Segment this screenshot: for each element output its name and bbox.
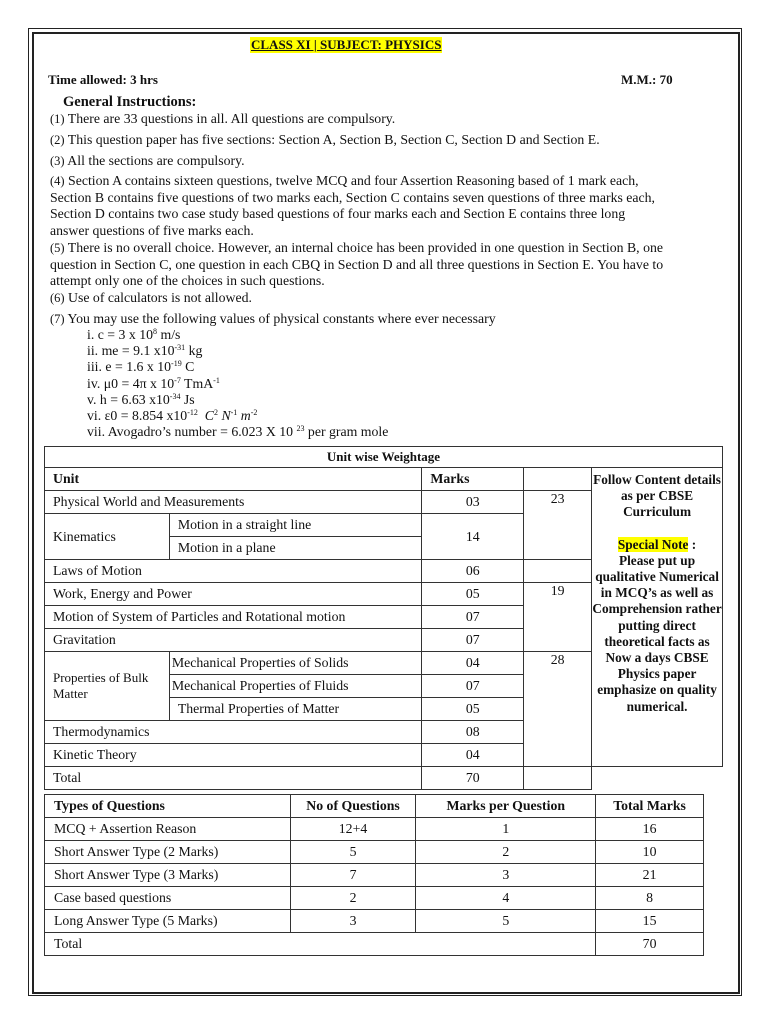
- instruction-item: (1) There are 33 questions in all. All questions are compulsory.: [50, 111, 396, 126]
- instruction-item: (3) All the sections are compulsory.: [50, 153, 245, 168]
- table-row: Mechanical Properties of Fluids 07: [45, 675, 723, 698]
- table-row: Short Answer Type (3 Marks) 7 3 21: [45, 864, 704, 887]
- table-row: Gravitation 07: [45, 629, 723, 652]
- max-marks: M.M.: 70: [621, 72, 673, 87]
- constant-item: iv. μ0 = 4π x $10^{-7}$ TmA$^{-1}$: [87, 375, 220, 391]
- table-row: Long Answer Type (5 Marks) 3 5 15: [45, 910, 704, 933]
- table-header-row: Types of Questions No of Questions Marks per Question Total Marks: [45, 795, 704, 818]
- table-row: Work, Energy and Power 05 19: [45, 583, 723, 606]
- instruction-item: (6) Use of calculators is not allowed.: [50, 290, 252, 305]
- paper-title: CLASS XI | SUBJECT: PHYSICS: [251, 37, 442, 52]
- instruction-item: (2) This question paper has five sections: Section A, Section B, Section C, Section D and Section E.: [50, 132, 600, 147]
- constant-item: vii. Avogadro’s number = 6.023 X 10 $^{23}$ per gram mole: [87, 424, 389, 440]
- table-row: Short Answer Type (2 Marks) 5 2 10: [45, 841, 704, 864]
- content-note: Follow Content details as per CBSE Curriculum Special Note : Please put up qualitative Numerical in MCQ’s as well as Comprehension rather putting direct theoretical facts as Now a days CBSE Physics paper emphasize on quality numerical.: [592, 468, 723, 767]
- physical-constants-list: [87, 327, 388, 440]
- table-row: Kinetic Theory 04: [45, 744, 723, 767]
- table-row: Thermodynamics 08: [45, 721, 723, 744]
- instruction-item: (4) Section A contains sixteen questions, twelve MCQ and four Assertion Reasoning based of 1 mark each, Section B contains five questions of two marks each, Section C contains seven questions of three marks each, Section D contains two case study based questions of four marks each and Section E contains three long answer questions of five marks each.: [50, 173, 656, 238]
- table-row: MCQ + Assertion Reason 12+4 1 16: [45, 818, 704, 841]
- table-row: Case based questions 2 4 8: [45, 887, 704, 910]
- table-row: Motion of System of Particles and Rotational motion 07: [45, 606, 723, 629]
- table-row: Thermal Properties of Matter 05: [45, 698, 723, 721]
- time-allowed: Time allowed: 3 hrs: [48, 72, 158, 87]
- instruction-item: (5) There is no overall choice. However, an internal choice has been provided in one question in Section B, one question in Section C, one question in each CBQ in Section D and all three questions in Section E. You have to attempt only one of the choices in such questions.: [50, 240, 664, 288]
- table-row: Laws of Motion 06: [45, 560, 723, 583]
- total-row: Total 70: [45, 933, 704, 956]
- total-row: Total 70: [45, 767, 723, 790]
- constant-item: ii. me = 9.1 $x10^{-31}$ kg: [87, 343, 203, 359]
- marks-column-header: Marks: [422, 468, 524, 491]
- unit-weightage-table: [44, 446, 723, 790]
- unit-weightage-title: Unit wise Weightage: [45, 447, 723, 468]
- group-total: 19: [524, 583, 592, 652]
- constant-item: i. c = 3 x $10^8$ m/s: [87, 327, 181, 342]
- group-total: 23: [524, 491, 592, 560]
- instruction-item: (7) You may use the following values of physical constants where ever necessary: [50, 311, 496, 326]
- table-row: Properties of Bulk Matter Mechanical Properties of Solids 04 28: [45, 652, 723, 675]
- question-types-table: [44, 794, 704, 956]
- table-row: Physical World and Measurements 03 23: [45, 491, 723, 514]
- special-note-label: Special Note: [617, 536, 689, 552]
- constant-item: v. h = 6.63 $x10^{-34}$ Js: [87, 391, 195, 407]
- constant-item: iii. e = 1.6 x $10^{-19}$ C: [87, 359, 195, 375]
- instructions-heading: General Instructions:: [63, 94, 197, 110]
- unit-column-header: Unit: [45, 468, 422, 491]
- group-total: 28: [524, 652, 592, 767]
- constant-item: vi. ε0 = 8.854 $x10^{-12}$ $C^2$ $N^{-1}$ $m^{-2}$: [87, 408, 258, 424]
- table-row: Kinematics Motion in a straight line 14: [45, 514, 723, 537]
- table-row: Motion in a plane: [45, 537, 723, 560]
